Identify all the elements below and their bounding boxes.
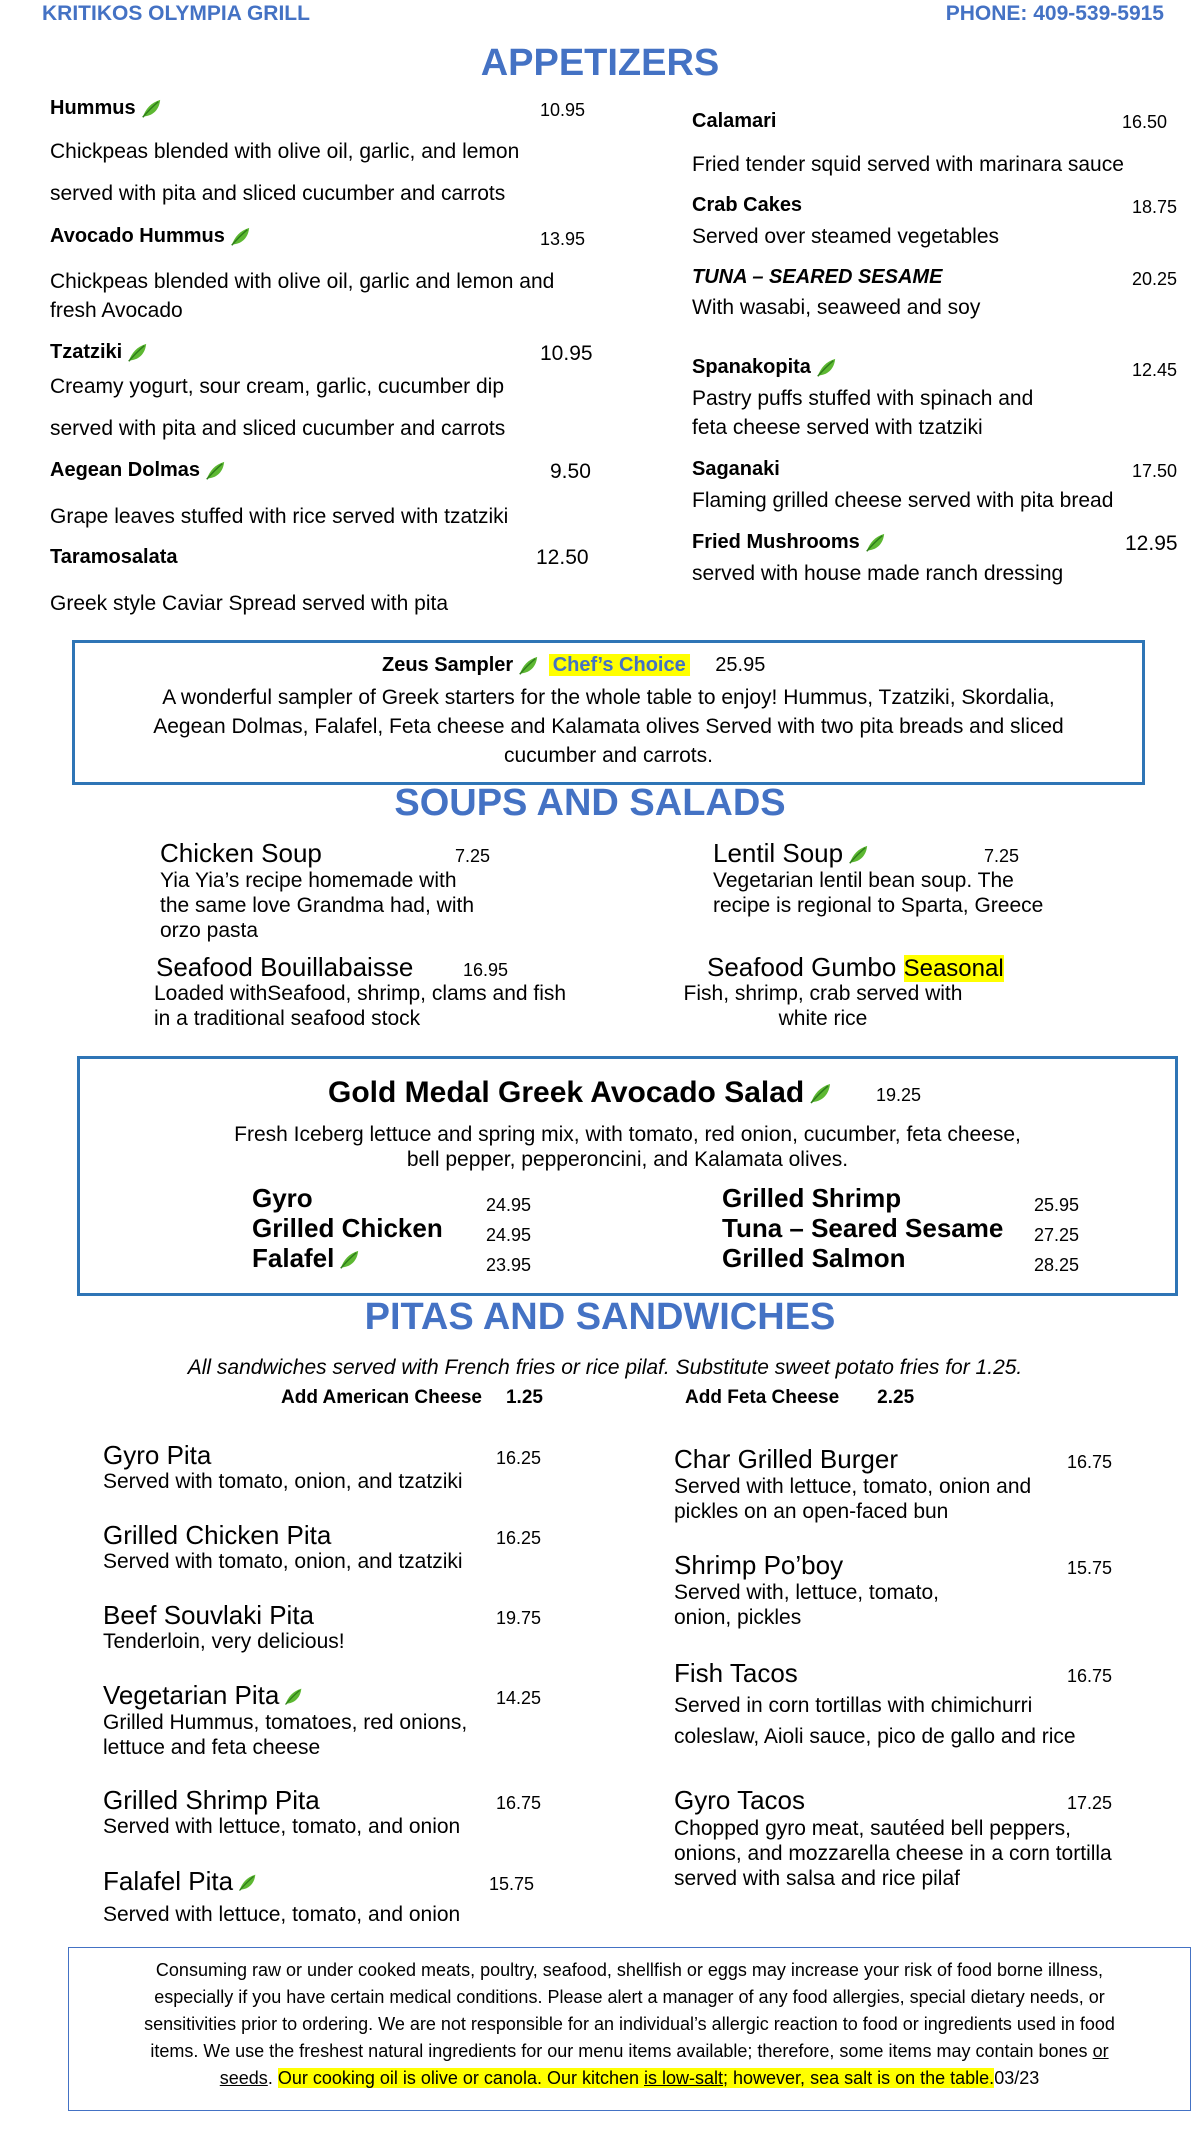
item-description [713,868,1043,918]
item-description: fresh Avocado [50,299,183,322]
price: 24.95 [486,1225,532,1245]
desc-line: Served with, lettuce, tomato, [674,1581,939,1604]
menu-item-fish-tacos [674,1658,798,1689]
menu-item-lentil-soup [713,838,869,869]
vegetarian-leaf-icon [808,1082,832,1106]
desc-line: onion, pickles [674,1606,802,1629]
price: 16.25 [496,1528,542,1548]
desc-line: Loaded withSeafood, shrimp, clams and fish [154,982,567,1005]
price: 14.25 [496,1688,542,1708]
item-name: Seafood Bouillabaisse [156,952,414,982]
menu-item-beef-souvlaki-pita [103,1600,314,1631]
sampler-line: cucumber and carrots. [504,744,713,767]
item-name: Chicken Soup [160,838,322,868]
appetizers-title: APPETIZERS [480,42,720,84]
add-feta-cheese: Add Feta Cheese 2.25 [685,1387,915,1408]
item-name: Grilled Shrimp Pita [103,1785,320,1815]
item-description: served with pita and sliced cucumber and carrots [50,182,506,205]
menu-item-spanakopita [692,356,837,379]
sandwich-note: All sandwiches served with French fries or rice pilaf. Substitute sweet potato fries for 1.25. [187,1356,1023,1379]
price: 23.95 [486,1255,532,1275]
item-description: Served with lettuce, tomato, and onion [103,1815,461,1838]
item-name: Char Grilled Burger [674,1444,898,1474]
disclaimer-text [68,1957,1191,2092]
menu-item-taramosalata [50,546,177,569]
item-description: With wasabi, seaweed and soy [692,296,981,319]
price: 16.75 [1067,1666,1113,1686]
item-description: Flaming grilled cheese served with pita bread [692,489,1114,512]
price: 16.75 [1067,1452,1113,1472]
vegetarian-leaf-icon [864,532,886,554]
salad-title [328,1076,832,1110]
item-name: Avocado Hummus [50,225,225,247]
item-name: Shrimp Po’boy [674,1550,844,1580]
item-description: Served over steamed vegetables [692,225,1000,248]
item-name: Beef Souvlaki Pita [103,1600,315,1630]
desc-line: Grilled Hummus, tomatoes, red onions, [103,1711,468,1734]
item-description: Served with tomato, onion, and tzatziki [103,1470,463,1493]
salad-protein-options-right [722,1183,1003,1273]
price: 15.75 [489,1874,535,1894]
salad-option: Grilled Chicken [252,1213,443,1243]
desc-line: white rice [778,1007,868,1030]
item-name: Fish Tacos [674,1658,798,1688]
salad-prices-left [486,1190,531,1280]
disclaimer-line: especially if you have certain medical conditions. Please alert a manager of any food allergies, special dietary needs, or [154,1987,1105,2007]
menu-item-gyro-tacos [674,1785,805,1816]
item-description [160,868,474,943]
pitas-sandwiches-title: PITAS AND SANDWICHES [364,1296,836,1338]
vegetarian-leaf-icon [847,844,869,866]
desc-line: Served in corn tortillas with chimichurri [674,1694,1033,1717]
price: 15.75 [1067,1558,1113,1578]
menu-item-grilled-chicken-pita [103,1520,331,1551]
menu-date: 03/23 [994,2068,1040,2088]
item-description [154,981,566,1031]
sampler-line: A wonderful sampler of Greek starters for the whole table to enjoy! Hummus, Tzatziki, Skordalia, [162,686,1055,709]
price: 17.50 [1132,461,1178,481]
disclaimer-line: sensitivities prior to ordering. We are not responsible for an individual’s allergic reaction to food or ingredients used in food [144,2014,1115,2034]
item-name: Aegean Dolmas [50,459,201,481]
item-name: Calamari [692,110,777,132]
item-description [674,1474,1031,1524]
menu-item-fried-mushrooms [692,531,886,554]
price: 7.25 [455,846,491,866]
disclaimer-line: items. We use the freshest natural ingredients for our menu items available; therefore, some items may contain bones or [150,2041,1109,2061]
salad-option: Falafel [252,1243,443,1273]
item-description [678,981,968,1031]
menu-item-calamari [692,110,777,133]
salad-option: Grilled Salmon [722,1243,906,1273]
salad-description [77,1122,1178,1172]
sampler-line: Aegean Dolmas, Falafel, Feta cheese and Kalamata olives Served with two pita breads and sliced [153,715,1064,738]
price: 13.95 [540,229,586,249]
desc-line: bell pepper, pepperoncini, and Kalamata olives. [406,1148,849,1171]
price: 24.95 [486,1195,532,1215]
desc-line: the same love Grandma had, with [160,894,474,917]
item-name: Crab Cakes [692,194,803,216]
item-name: TUNA – SEARED SESAME [692,266,943,288]
disclaimer-line: seeds. Our cooking oil is olive or canola. Our kitchen is low-salt; however, sea salt is on the table.03/23 [219,2068,1040,2088]
price: 7.25 [984,846,1020,866]
sampler-description [72,683,1145,770]
vegetarian-leaf-icon [283,1687,303,1707]
price: 9.50 [550,460,591,483]
disclaimer-line: Consuming raw or under cooked meats, poultry, seafood, shellfish or eggs may increase your risk of food borne illness, [155,1960,1104,1980]
item-name: Lentil Soup [713,838,844,868]
item-description: Greek style Caviar Spread served with pita [50,592,449,615]
desc-line: Chopped gyro meat, sautéed bell peppers, [674,1817,1071,1840]
menu-item-avocado-hummus [50,225,251,248]
menu-item-saganaki [692,458,780,481]
item-description: Chickpeas blended with olive oil, garlic, and lemon [50,140,520,163]
item-name: Spanakopita [692,356,811,378]
item-name: Grilled Chicken Pita [103,1520,332,1550]
item-description: served with pita and sliced cucumber and carrots [50,417,506,440]
price: 28.25 [1034,1255,1080,1275]
desc-line: Fresh Iceberg lettuce and spring mix, with tomato, red onion, cucumber, feta cheese, [234,1123,1021,1146]
chefs-choice-badge: Chef’s Choice [549,654,690,676]
phone-number: PHONE: 409-539-5915 [945,2,1164,25]
item-description: Fried tender squid served with marinara sauce [692,153,1124,176]
vegetarian-leaf-icon [815,357,837,379]
item-name: Gyro Tacos [674,1785,806,1815]
item-description: Creamy yogurt, sour cream, garlic, cucumber dip [50,375,504,398]
price: 25.95 [1034,1195,1080,1215]
price: 17.25 [1067,1793,1113,1813]
price: 19.75 [496,1608,542,1628]
item-description: Served with tomato, onion, and tzatziki [103,1550,463,1573]
item-name: Saganaki [692,458,780,480]
item-description [103,1710,467,1760]
desc-line: served with salsa and rice pilaf [674,1867,960,1890]
price: 10.95 [540,342,593,365]
item-name: Taramosalata [50,546,178,568]
item-name: Falafel Pita [103,1866,234,1896]
salad-option: Tuna – Seared Sesame [722,1213,1004,1243]
menu-item-gyro-pita [103,1440,211,1471]
price: 2.25 [877,1387,915,1408]
item-description: Chickpeas blended with olive oil, garlic and lemon and [50,270,555,293]
price: 18.75 [1132,197,1178,217]
desc-line: Fish, shrimp, crab served with [683,982,963,1005]
desc-line: Vegetarian lentil bean soup. The [713,869,1014,892]
menu-item-vegetarian-pita [103,1680,303,1711]
item-name: Fried Mushrooms [692,531,860,553]
price: 12.95 [1125,532,1178,555]
item-description: feta cheese served with tzatziki [692,416,983,439]
desc-line: orzo pasta [160,919,259,942]
restaurant-name: KRITIKOS OLYMPIA GRILL [42,2,310,25]
item-name: Gyro Pita [103,1440,212,1470]
desc-line: lettuce and feta cheese [103,1736,321,1759]
price: 12.50 [536,546,589,569]
item-description [674,1690,1076,1752]
vegetarian-leaf-icon [204,460,226,482]
menu-item-chicken-soup [160,838,322,869]
vegetarian-leaf-icon [126,342,148,364]
sampler-name: Zeus Sampler [382,654,514,676]
seasonal-badge: Seasonal [903,955,1004,982]
price: 19.25 [876,1085,922,1105]
item-name: Hummus [50,97,136,119]
vegetarian-leaf-icon [338,1249,360,1271]
price: 27.25 [1034,1225,1080,1245]
price: 12.45 [1132,360,1178,380]
item-description: Served with lettuce, tomato, and onion [103,1903,461,1926]
desc-line: onions, and mozzarella cheese in a corn tortilla [674,1842,1112,1865]
item-description: served with house made ranch dressing [692,562,1064,585]
item-name: Tzatziki [50,341,123,363]
salad-option: Gyro [252,1183,313,1213]
menu-item-crab-cakes [692,194,802,217]
salad-option: Grilled Shrimp [722,1183,902,1213]
price: 10.95 [540,100,586,120]
price: 16.50 [1122,112,1168,132]
menu-item-grilled-shrimp-pita [103,1785,320,1816]
desc-line: recipe is regional to Sparta, Greece [713,894,1044,917]
item-description [674,1580,939,1630]
item-description: Pastry puffs stuffed with spinach and [692,387,1034,410]
soups-salads-title: SOUPS AND SALADS [394,782,786,824]
sampler-title [382,654,765,677]
salad-protein-options-left [252,1183,443,1273]
desc-line: coleslaw, Aioli sauce, pico de gallo and rice [674,1725,1076,1748]
item-description: Tenderloin, very delicious! [103,1630,345,1653]
desc-line: in a traditional seafood stock [154,1007,421,1030]
price: 16.95 [463,960,509,980]
item-name: Seafood Gumbo [707,952,897,982]
price: 25.95 [715,654,766,676]
desc-line: Served with lettuce, tomato, onion and [674,1475,1032,1498]
price: 16.25 [496,1448,542,1468]
vegetarian-leaf-icon [237,1873,257,1893]
desc-line: pickles on an open-faced bun [674,1500,949,1523]
price: 20.25 [1132,269,1178,289]
menu-item-seafood-gumbo [707,952,1004,983]
menu-item-seafood-bouillabaisse [156,952,413,983]
item-description [674,1816,1112,1891]
menu-item-falafel-pita [103,1866,257,1897]
vegetarian-leaf-icon [140,98,162,120]
vegetarian-leaf-icon [229,226,251,248]
menu-item-tuna-seared-sesame [692,266,942,289]
menu-item-aegean-dolmas [50,459,226,482]
salad-prices-right [1034,1190,1079,1280]
menu-item-hummus [50,97,162,120]
price: 16.75 [496,1793,542,1813]
item-name: Gold Medal Greek Avocado Salad [328,1076,805,1109]
add-american-cheese: Add American Cheese 1.25 [281,1387,543,1408]
price: 1.25 [505,1387,543,1408]
item-name: Vegetarian Pita [103,1680,280,1710]
oil-salt-note: Our cooking oil is olive or canola. Our kitchen is low-salt; however, sea salt is on the table. [277,2068,995,2088]
item-description: Grape leaves stuffed with rice served with tzatziki [50,505,509,528]
vegetarian-leaf-icon [517,655,539,677]
menu-item-tzatziki [50,341,148,364]
menu-item-char-grilled-burger [674,1444,898,1475]
menu-item-shrimp-poboy [674,1550,843,1581]
desc-line: Yia Yia’s recipe homemade with [160,869,457,892]
